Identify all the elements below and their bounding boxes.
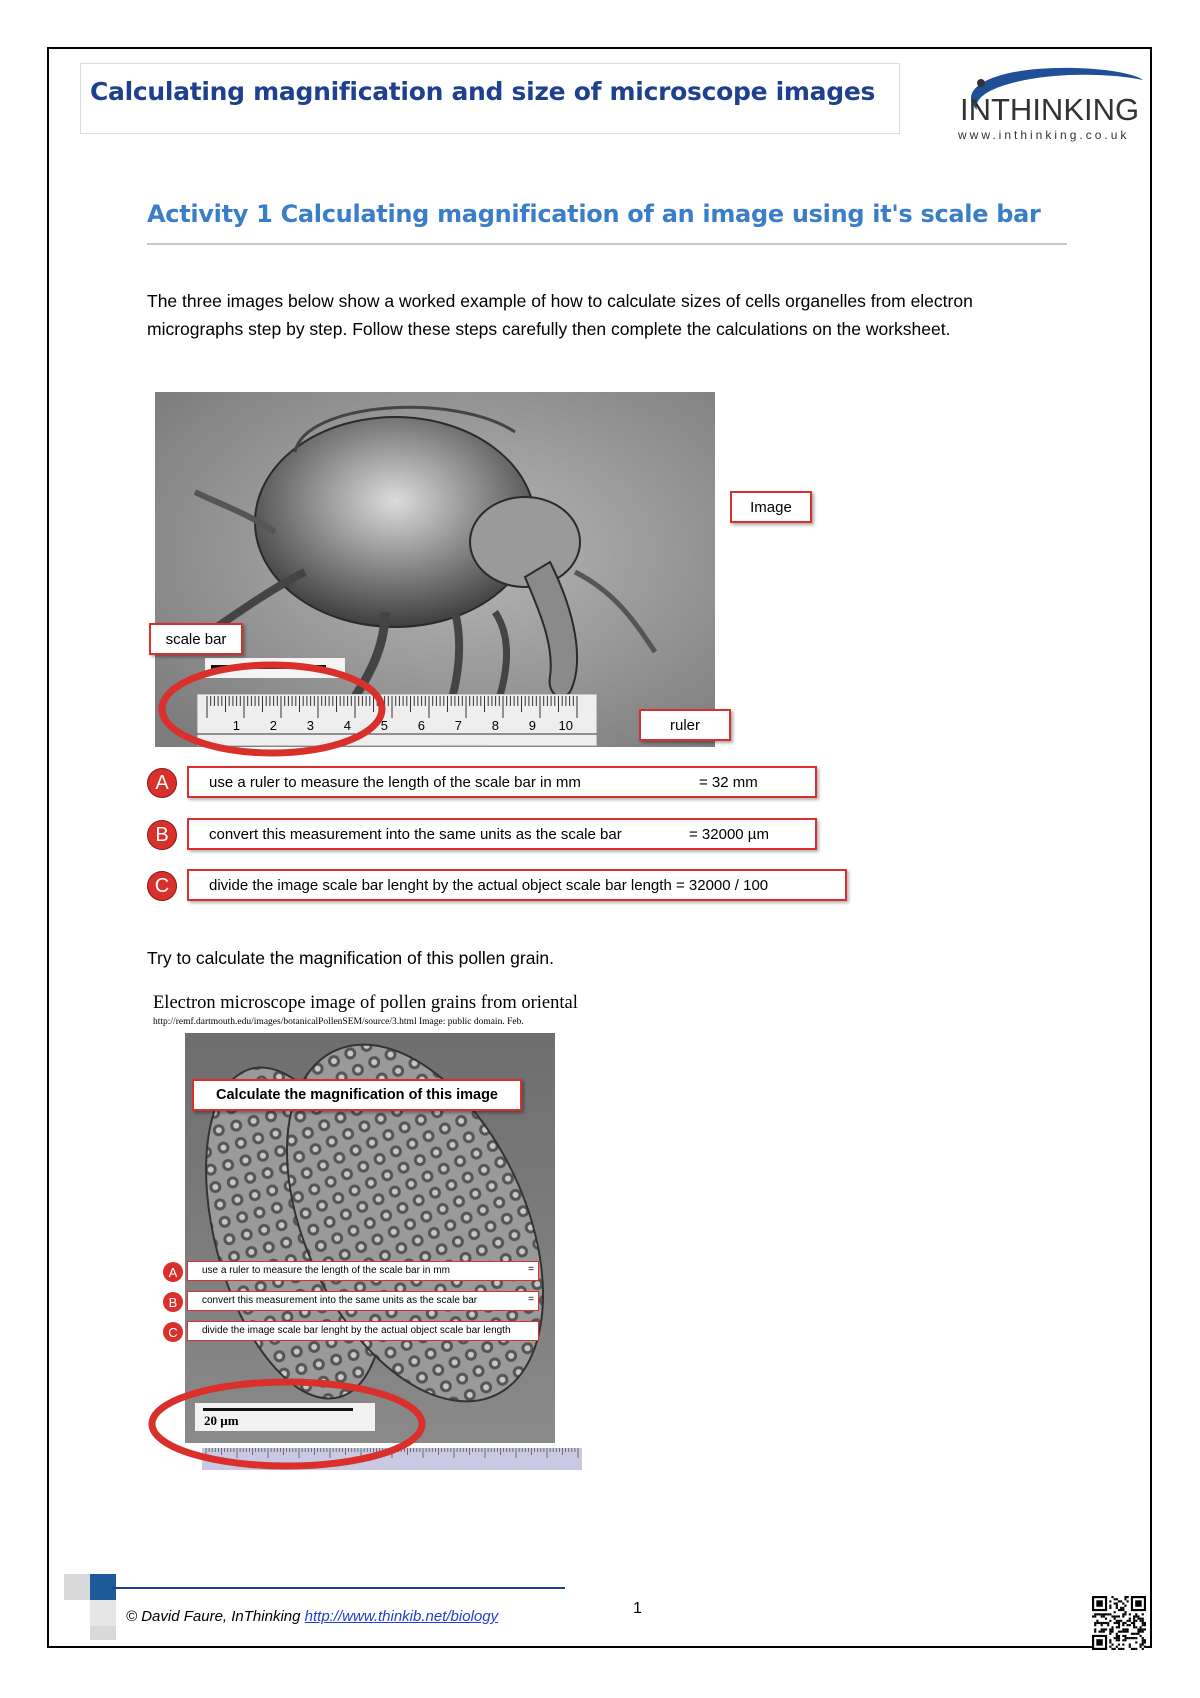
qr-module bbox=[1122, 1635, 1124, 1637]
qr-module bbox=[1103, 1631, 1105, 1633]
qr-module bbox=[1133, 1618, 1135, 1620]
document-title: Calculating magnification and size of microscope images bbox=[90, 77, 876, 106]
step-b-text: convert this measurement into the same units as the scale bar bbox=[209, 826, 622, 843]
pollen-step-c bbox=[147, 1321, 547, 1343]
qr-code bbox=[1092, 1596, 1146, 1650]
qr-module bbox=[1116, 1633, 1118, 1635]
qr-module bbox=[1137, 1618, 1139, 1620]
qr-module bbox=[1111, 1648, 1113, 1650]
qr-module bbox=[1118, 1624, 1120, 1626]
qr-module bbox=[1122, 1602, 1124, 1604]
qr-module bbox=[1109, 1631, 1111, 1633]
qr-module bbox=[1107, 1624, 1109, 1626]
qr-module bbox=[1098, 1622, 1100, 1624]
activity-heading: Activity 1 Calculating magnification of an image using it's scale bar bbox=[147, 200, 1041, 228]
qr-module bbox=[1096, 1613, 1098, 1615]
qr-module bbox=[1133, 1624, 1135, 1626]
qr-module bbox=[1122, 1609, 1124, 1611]
qr-module bbox=[1133, 1637, 1135, 1639]
qr-module bbox=[1131, 1622, 1133, 1624]
qr-module bbox=[1142, 1644, 1144, 1646]
qr-module bbox=[1124, 1635, 1126, 1637]
step-c-text: divide the image scale bar lenght by the actual object scale bar length = 32000 / 100 bbox=[209, 877, 769, 894]
qr-module bbox=[1118, 1648, 1120, 1650]
qr-module bbox=[1129, 1646, 1131, 1648]
qr-module bbox=[1124, 1631, 1126, 1633]
qr-module bbox=[1133, 1633, 1135, 1635]
qr-module bbox=[1094, 1624, 1096, 1626]
qr-module bbox=[1127, 1637, 1129, 1639]
qr-module bbox=[1122, 1631, 1124, 1633]
qr-module bbox=[1114, 1648, 1116, 1650]
qr-module bbox=[1122, 1615, 1124, 1617]
calculate-magnification-label: Calculate the magnification of this image bbox=[192, 1079, 522, 1111]
thinkib-link[interactable]: http://www.thinkib.net/biology bbox=[304, 1608, 499, 1625]
qr-module bbox=[1127, 1628, 1129, 1630]
ruler-number: 10 bbox=[558, 718, 573, 733]
qr-module bbox=[1103, 1613, 1105, 1615]
image-label: Image bbox=[730, 491, 812, 523]
qr-module bbox=[1144, 1639, 1146, 1641]
footer-square-grey-2 bbox=[90, 1626, 116, 1640]
qr-module bbox=[1140, 1635, 1142, 1637]
qr-module bbox=[1109, 1607, 1111, 1609]
scale-bar-highlight-circle bbox=[157, 657, 397, 762]
qr-module bbox=[1144, 1641, 1146, 1643]
qr-module bbox=[1109, 1628, 1111, 1630]
qr-module bbox=[1096, 1622, 1098, 1624]
qr-module bbox=[1103, 1615, 1105, 1617]
qr-module bbox=[1127, 1631, 1129, 1633]
qr-module bbox=[1124, 1611, 1126, 1613]
qr-module bbox=[1118, 1622, 1120, 1624]
qr-module bbox=[1131, 1637, 1133, 1639]
qr-module bbox=[1142, 1622, 1144, 1624]
pollen-step-b-badge: B bbox=[163, 1292, 183, 1312]
pollen-step-c-badge: C bbox=[163, 1322, 183, 1342]
qr-module bbox=[1116, 1602, 1118, 1604]
weevil-figure bbox=[147, 392, 847, 912]
qr-module bbox=[1114, 1615, 1116, 1617]
step-a-box bbox=[187, 766, 817, 798]
qr-module bbox=[1105, 1628, 1107, 1630]
qr-module bbox=[1142, 1620, 1144, 1622]
qr-module bbox=[1122, 1639, 1124, 1641]
qr-module bbox=[1101, 1624, 1103, 1626]
qr-module bbox=[1127, 1624, 1129, 1626]
qr-module bbox=[1140, 1646, 1142, 1648]
qr-module bbox=[1109, 1620, 1111, 1622]
pollen-step-a-result: = bbox=[528, 1264, 534, 1275]
try-instruction: Try to calculate the magnification of this pollen grain. bbox=[147, 948, 554, 968]
step-b-box bbox=[187, 818, 817, 850]
ruler-number: 4 bbox=[343, 718, 351, 733]
qr-module bbox=[1109, 1646, 1111, 1648]
qr-module bbox=[1142, 1613, 1144, 1615]
qr-module bbox=[1116, 1620, 1118, 1622]
ruler-label: ruler bbox=[639, 709, 731, 741]
qr-module bbox=[1129, 1618, 1131, 1620]
qr-module bbox=[1122, 1624, 1124, 1626]
qr-module bbox=[1116, 1615, 1118, 1617]
qr-module bbox=[1133, 1648, 1135, 1650]
qr-module bbox=[1114, 1611, 1116, 1613]
step-c-badge: C bbox=[147, 871, 177, 901]
qr-module bbox=[1114, 1622, 1116, 1624]
page-number: 1 bbox=[633, 1600, 642, 1617]
pollen-step-b bbox=[147, 1291, 547, 1313]
qr-module bbox=[1114, 1618, 1116, 1620]
qr-module bbox=[1142, 1628, 1144, 1630]
qr-module bbox=[1122, 1648, 1124, 1650]
qr-module bbox=[1124, 1639, 1126, 1641]
ruler-number: 3 bbox=[306, 718, 314, 733]
qr-module bbox=[1120, 1620, 1122, 1622]
qr-module bbox=[1133, 1620, 1135, 1622]
qr-module bbox=[1142, 1637, 1144, 1639]
qr-module bbox=[1098, 1613, 1100, 1615]
qr-module bbox=[1124, 1628, 1126, 1630]
qr-module bbox=[1094, 1613, 1096, 1615]
pollen-step-a-box bbox=[187, 1261, 539, 1281]
qr-module bbox=[1101, 1631, 1103, 1633]
qr-module bbox=[1103, 1628, 1105, 1630]
qr-module bbox=[1122, 1613, 1124, 1615]
qr-module bbox=[1137, 1633, 1139, 1635]
qr-module bbox=[1120, 1607, 1122, 1609]
qr-module bbox=[1129, 1637, 1131, 1639]
qr-module bbox=[1137, 1631, 1139, 1633]
qr-module bbox=[1107, 1613, 1109, 1615]
qr-module bbox=[1118, 1626, 1120, 1628]
step-b-badge: B bbox=[147, 820, 177, 850]
step-a-text: use a ruler to measure the length of the scale bar in mm bbox=[209, 774, 581, 791]
qr-module bbox=[1140, 1631, 1142, 1633]
pollen-step-b-text: convert this measurement into the same units as the scale bar bbox=[202, 1295, 478, 1306]
qr-module bbox=[1144, 1646, 1146, 1648]
qr-module bbox=[1129, 1620, 1131, 1622]
qr-module bbox=[1142, 1641, 1144, 1643]
qr-module bbox=[1109, 1641, 1111, 1643]
qr-module bbox=[1122, 1644, 1124, 1646]
qr-finder bbox=[1096, 1639, 1102, 1645]
pollen-step-c-box bbox=[187, 1321, 539, 1341]
qr-module bbox=[1114, 1602, 1116, 1604]
qr-module bbox=[1109, 1633, 1111, 1635]
qr-module bbox=[1133, 1622, 1135, 1624]
qr-module bbox=[1140, 1628, 1142, 1630]
qr-module bbox=[1111, 1631, 1113, 1633]
pollen-figure-title: Electron microscope image of pollen grains from oriental bbox=[153, 993, 578, 1013]
qr-module bbox=[1140, 1618, 1142, 1620]
qr-module bbox=[1109, 1600, 1111, 1602]
qr-module bbox=[1120, 1648, 1122, 1650]
qr-module bbox=[1114, 1637, 1116, 1639]
qr-module bbox=[1111, 1596, 1113, 1598]
qr-module bbox=[1105, 1618, 1107, 1620]
qr-module bbox=[1101, 1628, 1103, 1630]
qr-module bbox=[1109, 1605, 1111, 1607]
qr-module bbox=[1127, 1600, 1129, 1602]
ruler-number: 7 bbox=[454, 718, 462, 733]
qr-module bbox=[1122, 1622, 1124, 1624]
qr-module bbox=[1135, 1620, 1137, 1622]
ruler-number: 2 bbox=[269, 718, 277, 733]
qr-module bbox=[1135, 1633, 1137, 1635]
qr-module bbox=[1131, 1633, 1133, 1635]
pollen-scale-highlight-circle bbox=[147, 1378, 427, 1470]
qr-module bbox=[1118, 1600, 1120, 1602]
qr-module bbox=[1116, 1639, 1118, 1641]
qr-module bbox=[1135, 1637, 1137, 1639]
copyright-notice bbox=[126, 1608, 498, 1625]
qr-module bbox=[1140, 1626, 1142, 1628]
qr-module bbox=[1124, 1622, 1126, 1624]
qr-module bbox=[1137, 1615, 1139, 1617]
qr-module bbox=[1120, 1609, 1122, 1611]
logo-url: www.inthinking.co.uk bbox=[958, 128, 1130, 142]
qr-module bbox=[1135, 1615, 1137, 1617]
qr-module bbox=[1105, 1622, 1107, 1624]
step-b bbox=[147, 818, 867, 852]
qr-module bbox=[1144, 1624, 1146, 1626]
ruler-number: 6 bbox=[417, 718, 425, 733]
qr-module bbox=[1124, 1598, 1126, 1600]
qr-finder bbox=[1096, 1600, 1102, 1606]
qr-module bbox=[1124, 1613, 1126, 1615]
qr-module bbox=[1111, 1626, 1113, 1628]
qr-module bbox=[1142, 1631, 1144, 1633]
qr-module bbox=[1118, 1609, 1120, 1611]
qr-module bbox=[1094, 1615, 1096, 1617]
footer-square-grey bbox=[64, 1574, 90, 1600]
qr-module bbox=[1124, 1605, 1126, 1607]
qr-module bbox=[1094, 1631, 1096, 1633]
qr-module bbox=[1101, 1622, 1103, 1624]
qr-module bbox=[1129, 1624, 1131, 1626]
qr-module bbox=[1109, 1639, 1111, 1641]
qr-module bbox=[1111, 1615, 1113, 1617]
qr-module bbox=[1118, 1620, 1120, 1622]
qr-module bbox=[1122, 1628, 1124, 1630]
qr-module bbox=[1144, 1622, 1146, 1624]
qr-module bbox=[1116, 1622, 1118, 1624]
qr-module bbox=[1137, 1628, 1139, 1630]
qr-module bbox=[1133, 1626, 1135, 1628]
qr-module bbox=[1094, 1622, 1096, 1624]
qr-module bbox=[1118, 1639, 1120, 1641]
qr-module bbox=[1116, 1607, 1118, 1609]
qr-module bbox=[1111, 1628, 1113, 1630]
qr-module bbox=[1092, 1615, 1094, 1617]
qr-module bbox=[1135, 1626, 1137, 1628]
qr-module bbox=[1094, 1628, 1096, 1630]
pollen-scale-bar-label: 20 µm bbox=[204, 1413, 239, 1428]
qr-module bbox=[1116, 1646, 1118, 1648]
pollen-figure bbox=[147, 993, 587, 1473]
intro-paragraph: The three images below show a worked example of how to calculate sizes of cells organelles from electron micrographs step by step. Follow these steps carefully then complete the calculations on the worksheet. bbox=[147, 291, 973, 339]
qr-module bbox=[1116, 1637, 1118, 1639]
qr-module bbox=[1129, 1644, 1131, 1646]
qr-module bbox=[1124, 1596, 1126, 1598]
qr-module bbox=[1142, 1618, 1144, 1620]
step-a-badge: A bbox=[147, 768, 177, 798]
step-a-result: = 32 mm bbox=[699, 774, 758, 791]
qr-module bbox=[1111, 1644, 1113, 1646]
qr-module bbox=[1129, 1613, 1131, 1615]
qr-module bbox=[1118, 1635, 1120, 1637]
qr-module bbox=[1127, 1620, 1129, 1622]
scale-bar-label: scale bar bbox=[149, 623, 243, 655]
heading-divider bbox=[147, 243, 1067, 245]
qr-module bbox=[1122, 1607, 1124, 1609]
qr-module bbox=[1116, 1598, 1118, 1600]
logo-wordmark: INTHINKING bbox=[960, 92, 1140, 127]
qr-module bbox=[1107, 1622, 1109, 1624]
qr-module bbox=[1109, 1613, 1111, 1615]
qr-module bbox=[1118, 1631, 1120, 1633]
qr-module bbox=[1118, 1644, 1120, 1646]
footer-divider bbox=[112, 1587, 565, 1589]
qr-module bbox=[1127, 1596, 1129, 1598]
step-a bbox=[147, 766, 867, 800]
pollen-step-a bbox=[147, 1261, 547, 1283]
qr-module bbox=[1142, 1648, 1144, 1650]
ruler-number: 1 bbox=[232, 718, 240, 733]
qr-module bbox=[1135, 1613, 1137, 1615]
step-c bbox=[147, 869, 867, 903]
qr-module bbox=[1101, 1613, 1103, 1615]
pollen-step-b-result: = bbox=[528, 1294, 534, 1305]
qr-module bbox=[1142, 1624, 1144, 1626]
ruler-number: 5 bbox=[380, 718, 388, 733]
qr-module bbox=[1116, 1605, 1118, 1607]
qr-module bbox=[1124, 1637, 1126, 1639]
qr-module bbox=[1131, 1648, 1133, 1650]
ruler-number: 8 bbox=[491, 718, 499, 733]
qr-module bbox=[1101, 1615, 1103, 1617]
qr-module bbox=[1096, 1620, 1098, 1622]
step-b-result: = 32000 µm bbox=[689, 826, 769, 843]
qr-module bbox=[1105, 1613, 1107, 1615]
qr-module bbox=[1103, 1622, 1105, 1624]
pollen-figure-source: http://remf.dartmouth.edu/images/botanicalPollenSEM/source/3.html Image: public domain. Feb. bbox=[153, 1017, 524, 1027]
qr-module bbox=[1120, 1600, 1122, 1602]
copyright-text: © David Faure, InThinking bbox=[126, 1608, 305, 1625]
footer-square-light bbox=[90, 1600, 116, 1626]
qr-module bbox=[1120, 1631, 1122, 1633]
qr-module bbox=[1114, 1598, 1116, 1600]
qr-module bbox=[1142, 1639, 1144, 1641]
pollen-step-a-badge: A bbox=[163, 1262, 183, 1282]
step-c-box bbox=[187, 869, 847, 901]
qr-module bbox=[1144, 1628, 1146, 1630]
qr-module bbox=[1098, 1631, 1100, 1633]
qr-module bbox=[1118, 1615, 1120, 1617]
qr-finder bbox=[1135, 1600, 1141, 1606]
qr-module bbox=[1118, 1637, 1120, 1639]
qr-module bbox=[1140, 1620, 1142, 1622]
qr-module bbox=[1133, 1615, 1135, 1617]
pollen-step-b-box bbox=[187, 1291, 539, 1311]
qr-module bbox=[1135, 1641, 1137, 1643]
ruler-number: 9 bbox=[528, 718, 536, 733]
qr-module bbox=[1116, 1626, 1118, 1628]
pollen-step-a-text: use a ruler to measure the length of the scale bar in mm bbox=[202, 1265, 450, 1276]
qr-module bbox=[1140, 1644, 1142, 1646]
qr-module bbox=[1135, 1648, 1137, 1650]
pollen-step-c-text: divide the image scale bar lenght by the actual object scale bar length bbox=[202, 1325, 511, 1336]
qr-module bbox=[1116, 1635, 1118, 1637]
